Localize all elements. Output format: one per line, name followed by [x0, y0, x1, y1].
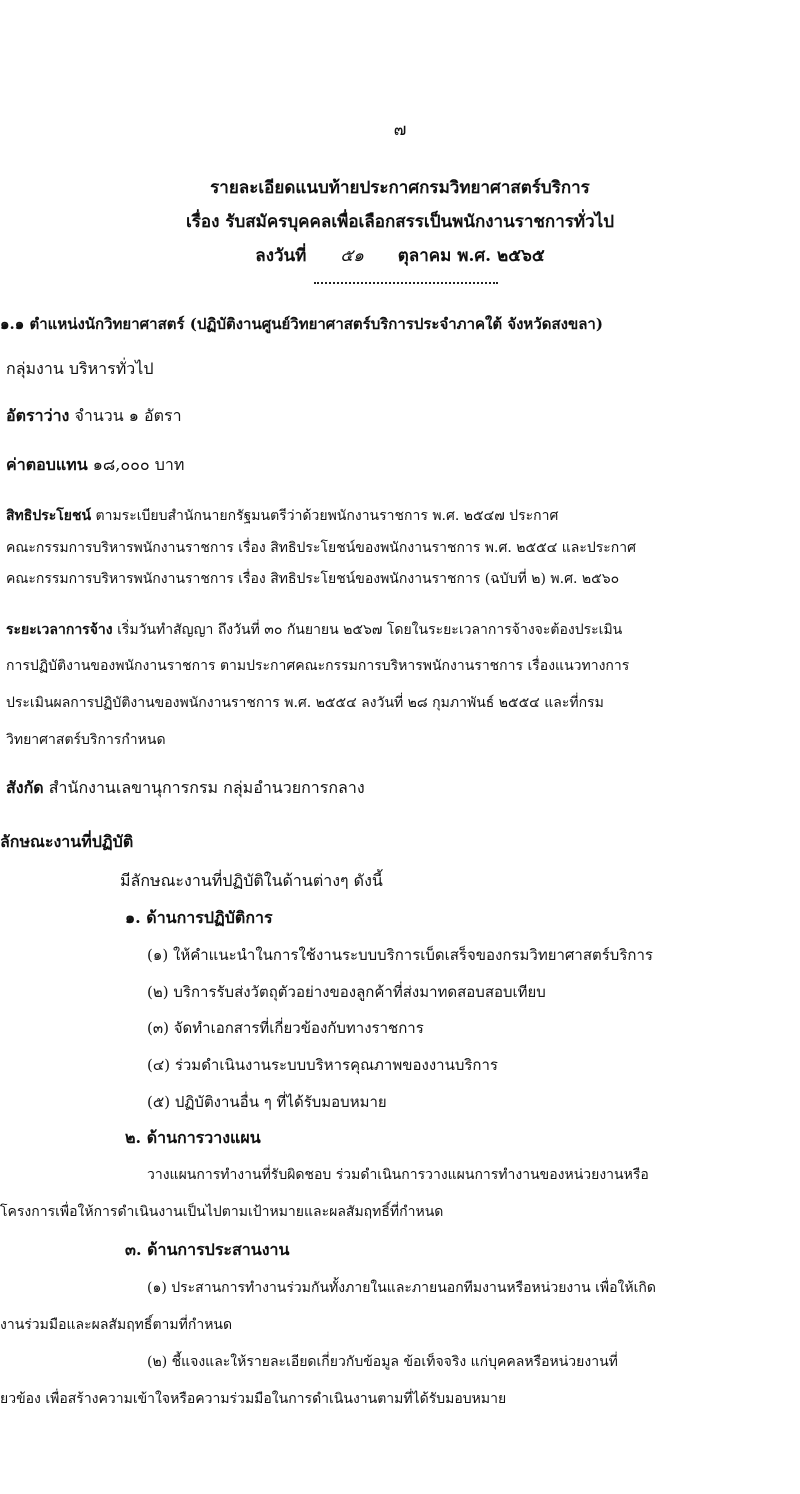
section-planning-title: ๒. ด้านการวางแผน: [125, 1128, 261, 1147]
coordination-item-2-line-1: (๒) ชี้แจงและให้รายละเอียดเกี่ยวกับข้อมูล ข้อเท็จจริง แก่บุคคลหรือหน่วยงานที่: [147, 1354, 618, 1370]
header-date: [0, 246, 800, 266]
benefits-label: สิทธิประโยชน์: [6, 508, 92, 524]
date-prefix: ลงวันที่: [255, 246, 307, 266]
benefits-line-1: [6, 506, 796, 526]
date-day: ๕๑: [340, 246, 364, 266]
period-line-2: การปฏิบัติงานของพนักงานราชการ ตามประกาศคณะกรรมการบริหารพนักงานราชการ เรื่องแนวทางการ: [6, 658, 630, 674]
date-month-year: ตุลาคม พ.ศ. ๒๕๖๕: [397, 246, 545, 266]
coordination-item-2-line-2: ยวข้อง เพื่อสร้างความเข้าใจหรือความร่วมมือในการดำเนินงานตามที่ได้รับมอบหมาย: [0, 1391, 507, 1407]
vacancy-label: อัตราว่าง: [6, 406, 70, 425]
period-line-1: [6, 620, 622, 640]
benefits-text-1: ตามระเบียบสำนักนายกรัฐมนตรีว่าด้วยพนักงานราชการ พ.ศ. ๒๕๔๗ ประกาศ: [95, 508, 559, 524]
affiliation-label: สังกัด: [6, 778, 44, 797]
dotted-separator: [314, 282, 498, 284]
operations-item: (๔) ร่วมดำเนินงานระบบบริหารคุณภาพของงานบริการ: [147, 1056, 498, 1074]
coordination-item-1-line-2: งานร่วมมือและผลสัมฤทธิ์ตามที่กำหนด: [0, 1317, 233, 1333]
vacancy: [6, 406, 182, 426]
salary: [6, 455, 184, 475]
section-operations-title: ๑. ด้านการปฏิบัติการ: [125, 908, 273, 927]
section-coordination-title: ๓. ด้านการประสานงาน: [125, 1240, 290, 1259]
operations-item: (๑) ให้คำแนะนำในการใช้งานระบบบริการเบ็ดเสร็จของกรมวิทยาศาสตร์บริการ: [147, 946, 653, 964]
operations-item: (๒) บริการรับส่งวัตถุตัวอย่างของลูกค้าที่ส่งมาทดสอบสอบเทียบ: [147, 983, 546, 1001]
affiliation: [6, 778, 365, 798]
operations-item: (๕) ปฏิบัติงานอื่น ๆ ที่ได้รับมอบหมาย: [147, 1093, 387, 1111]
period-line-3: ประเมินผลการปฏิบัติงานของพนักงานราชการ พ.ศ. ๒๕๕๔ ลงวันที่ ๒๘ กุมภาพันธ์ ๒๕๕๔ และที่กรม: [6, 695, 604, 711]
vacancy-value: จำนวน ๑ อัตรา: [74, 406, 182, 425]
affiliation-value: สำนักงานเลขานุการกรม กลุ่มอำนวยการกลาง: [48, 778, 365, 797]
coordination-item-1-line-1: (๑) ประสานการทำงานร่วมกันทั้งภายในและภายนอกทีมงานหรือหน่วยงาน เพื่อให้เกิด: [147, 1280, 656, 1296]
work-group: กลุ่มงาน บริหารทั่วไป: [6, 359, 154, 378]
planning-line-1: วางแผนการทำงานที่รับผิดชอบ ร่วมดำเนินการวางแผนการทำงานของหน่วยงานหรือ: [147, 1167, 649, 1183]
header-subject: เรื่อง รับสมัครบุคคลเพื่อเลือกสรรเป็นพนักงานราชการทั่วไป: [185, 212, 614, 232]
benefits-line-2: คณะกรรมการบริหารพนักงานราชการ เรื่อง สิทธิประโยชน์ของพนักงานราชการ พ.ศ. ๒๕๕๔ และประกาศ: [6, 540, 637, 556]
duties-intro: มีลักษณะงานที่ปฏิบัติในด้านต่างๆ ดังนี้: [120, 871, 383, 890]
operations-item: (๓) จัดทำเอกสารที่เกี่ยวข้องกับทางราชการ: [147, 1019, 424, 1037]
period-line-4: วิทยาศาสตร์บริการกำหนด: [6, 732, 166, 748]
duties-heading: ลักษณะงานที่ปฏิบัติ: [0, 832, 134, 851]
benefits-line-3: คณะกรรมการบริหารพนักงานราชการ เรื่อง สิทธิประโยชน์ของพนักงานราชการ (ฉบับที่ ๒) พ.ศ. ๒๕๖๐: [6, 571, 620, 587]
page-number: ๗: [393, 120, 407, 140]
period-text-1: เริ่มวันทำสัญญา ถึงวันที่ ๓๐ กันยายน ๒๕๖๗ โดยในระยะเวลาการจ้างจะต้องประเมิน: [117, 622, 623, 638]
planning-line-2: โครงการเพื่อให้การดำเนินงานเป็นไปตามเป้าหมายและผลสัมฤทธิ์ที่กำหนด: [0, 1204, 444, 1220]
period-label: ระยะเวลาการจ้าง: [6, 622, 113, 638]
salary-value: ๑๘,๐๐๐ บาท: [92, 455, 185, 474]
position-heading: ๑.๑ ตำแหน่งนักวิทยาศาสตร์ (ปฏิบัติงานศูนย์วิทยาศาสตร์บริการประจำภาคใต้ จังหวัดสงขลา): [0, 315, 603, 333]
salary-label: ค่าตอบแทน: [6, 455, 88, 474]
header-title: รายละเอียดแนบท้ายประกาศกรมวิทยาศาสตร์บริการ: [210, 178, 590, 198]
